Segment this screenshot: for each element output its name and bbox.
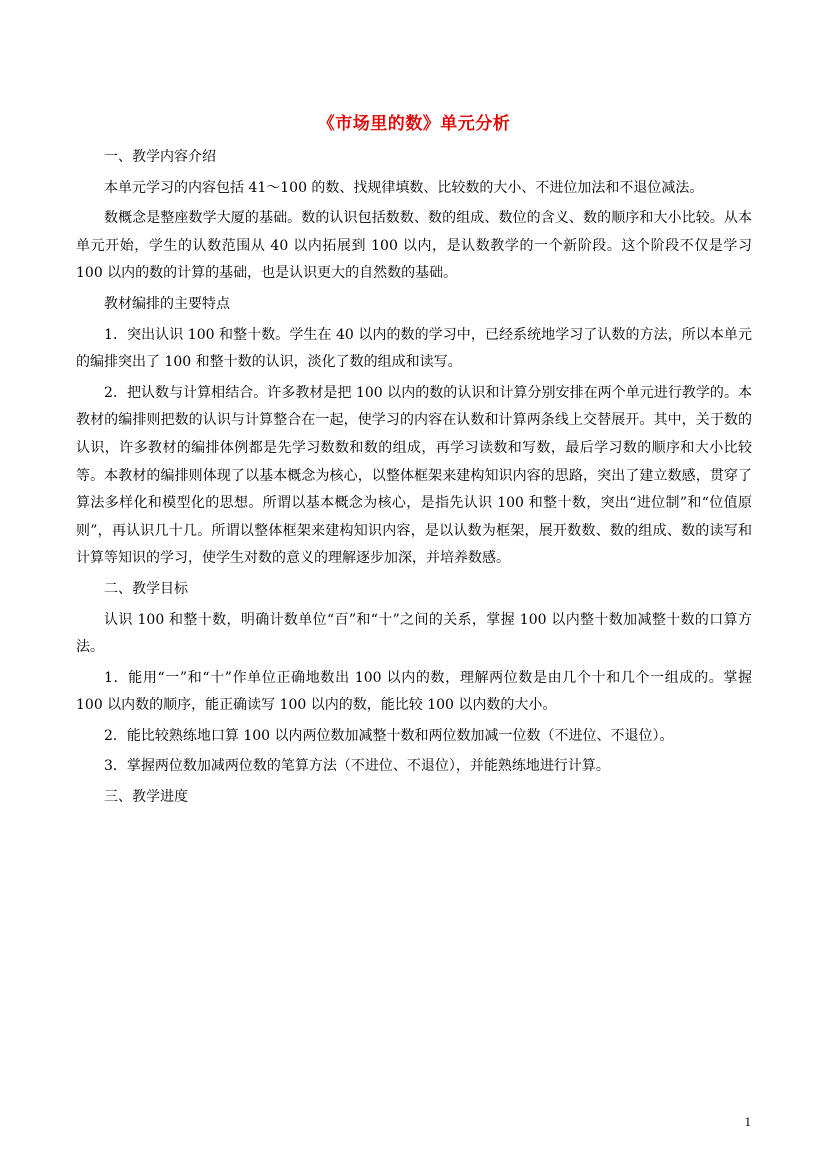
subheading-textbook-features: 教材编排的主要特点 xyxy=(104,295,230,312)
document-title: 《市场里的数》单元分析 xyxy=(317,114,511,134)
section-heading-teaching-goals: 二、教学目标 xyxy=(104,580,188,597)
page-number: 1 xyxy=(744,1114,751,1129)
paragraph-unit-content: 本单元学习的内容包括 41～100 的数、找规律填数、比较数的大小、不进位加法和不退位减法。 xyxy=(104,179,704,196)
paragraph-goal-3: 3．掌握两位数加减两位数的笔算方法（不进位、不退位），并能熟练地进行计算。 xyxy=(104,758,610,775)
section-heading-teaching-progress: 三、教学进度 xyxy=(104,789,188,806)
paragraph-feature-1: 1．突出认识 100 和整十数。学生在 40 以内的数的学习中，已经系统地学习了认数的方法，所以本单元的编排突出了 100 和整十数的认识，淡化了数的组成和读写。 xyxy=(76,326,752,371)
paragraph-goal-1: 1．能用“一”和“十”作单位正确地数出 100 以内的数，理解两位数是由几个十和几个一组成的。掌握 100 以内数的顺序，能正确读写 100 以内的数，能比较 100 以内数的大小。 xyxy=(76,669,752,714)
paragraph-goal-intro: 认识 100 和整十数，明确计数单位“百”和“十”之间的关系，掌握 100 以内整十数加减整十数的口算方法。 xyxy=(76,611,752,656)
paragraph-number-concept: 数概念是整座数学大厦的基础。数的认识包括数数、数的组成、数位的含义、数的顺序和大小比较。从本单元开始，学生的认数范围从 40 以内拓展到 100 以内，是认数教学的一个新阶段。这个阶段不仅是学习 100 以内的数的计算的基础，也是认识更大的自然数的基础。 xyxy=(76,210,752,282)
section-heading-content-intro: 一、教学内容介绍 xyxy=(104,149,216,165)
document-page xyxy=(76,110,752,815)
paragraph-goal-2: 2．能比较熟练地口算 100 以内两位数加减整十数和两位数加减一位数（不进位、不退位）。 xyxy=(104,727,674,744)
paragraph-feature-2: 2．把认数与计算相结合。许多教材是把 100 以内的数的认识和计算分别安排在两个单元进行教学的。本教材的编排则把数的认识与计算整合在一起，使学习的内容在认数和计算两条线上交替展开。其中，关于数的认识，许多教材的编排体例都是先学习数数和数的组成，再学习读数和写数，最后学习数的顺序和大小比较等。本教材的编排则体现了以基本概念为核心，以整体框架来建构知识内容的思路，突出了建立数感，贯穿了算法多样化和模型化的思想。所谓以基本概念为核心，是指先认识 100 和整十数，突出“进位制”和“位值原则”，再认识几十几。所谓以整体框架来建构知识内容，是以认数为框架，展开数数、数的组成、数的读写和计算等知识的学习，使学生对数的意义的理解逐步加深，并培养数感。 xyxy=(76,384,752,567)
